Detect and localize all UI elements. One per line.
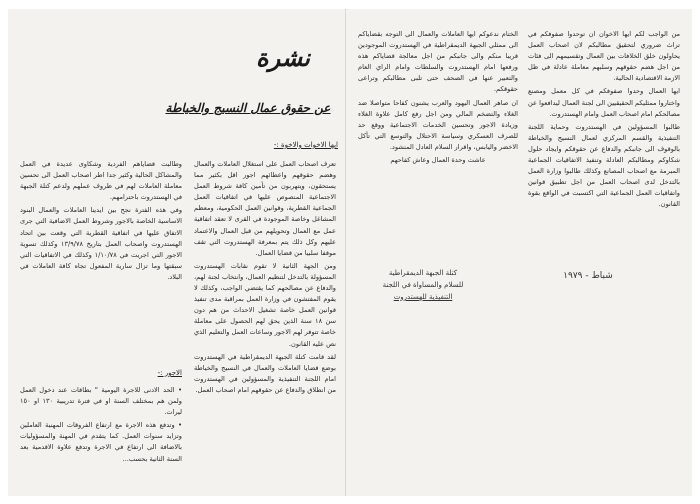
bullet-list bbox=[20, 385, 182, 489]
slogan: عاشت وحدة العمال وعاش كفاحهم bbox=[390, 156, 486, 165]
signature-line: للسلام والمساواة في اللجنة bbox=[382, 281, 464, 289]
paragraph: طالبوا المسؤولين في الهستدروت وحماية اللجنة التنفيذية والقسم المركزي لعمال النسيج والخياطة بالوقوف الى جانبكم والدفاع عن حقوقكم وايجاد حلول شكاوكم ومطالبكم العادلة وتنفيذ الاتفاقيات الجماعية المبرمة مع اصحاب المصانع وكذلك طالبوا وزارة العمل بالتدخل لدى اصحاب العمل من اجل تطبيق قوانين واتفاقيات العمل الجماعية التي اكتسبت في الواقع بقوة القانون. bbox=[528, 122, 680, 209]
leaflet-sheet bbox=[8, 9, 692, 496]
leaflet-title: نشرة bbox=[256, 43, 310, 72]
column-far-right bbox=[528, 29, 680, 269]
paragraph: الختام ندعوكم ايها العاملات والعمال الى التوجه بقضاياكم الى ممثلي الجبهة الديمقراطية في الهستدروت الموجودين قريبا منكم والى جانبكم من اجل معالجة قضاياكم هذه ورفعها امام الهستدروت والسلطات وامام الراي العام والتعبير عنها في الصحف حتى تلبى مطالبكم وتراعى حقوقكم. bbox=[358, 30, 518, 94]
section-heading: ايها الاخوات والاخوة :- bbox=[273, 141, 338, 149]
paragraph: ومن الجهة الثانية لا تقوم نقابات الهستدروت المسؤولة بالتدخل لتنظيم العمال، وانتخاب لجنة لهم، والدفاع عن مصالحهم كما يقتضي الواجب، وكذلك لا يقوم المفتشون في وزارة العمل بمراقبة مدى تنفيذ قوانين العمل خاصة تشغيل الاحداث من هم دون سن ١٨ سنة الذين يحق لهم الحصول على معاملة خاصة تتوفر لهم الاجور وساعات العمل والتعليم الذي نص عليه القانون. bbox=[194, 261, 336, 348]
paragraph: لقد قامت كتلة الجبهة الديمقراطية في الهستدروت بوضع قضايا العاملات والعمال في النسيج والخياطة امام اللجنة التنفيذية والمسؤولين في الهستدروت من انطلاق والدفاع عن حقوقهم امام اصحاب العمل. bbox=[194, 352, 336, 394]
column-center-right bbox=[358, 29, 518, 249]
leaflet-subtitle: عن حقوق عمال النسيج والخياطة bbox=[165, 101, 331, 115]
paragraph: من الواجب لكم ايها الاخوان ان توحدوا صفوفكم في تراث ضروري لتحقيق مطالبكم لان اصحاب العمل يحاولون خلق الخلافات بين العمال وتقسيمهم الى فئات من اجل هضم حقوقهم وسلبهم معاملة عادلة في ظل الازمة الاقتصادية الحالية. bbox=[528, 30, 680, 83]
bullet-item: • الحد الادنى للاجرة اليومية " بطاقات عند دخول العمل ولمن هم بمختلف السنة او في فترة تدريبية ١٣٠ او ١٥٠ ليرات. bbox=[20, 386, 182, 417]
paragraph: تعرف اصحاب العمل على استغلال العاملات والعمال وهضم حقوقهم واعطائهم اجور اقل بكثير مما يستحقون، ويتهربون من تأمين كافة شروط العمل الاجتماعية المنصوص عليها في اتفاقيات العمل الجماعية القطرية، وقوانين العمل الحكومية، ومعظم المشاغل وخاصة الموجودة في القرى لا تعقد اتفاقية عمل مع العمال وتحويلهم من قبل العمال والاعتماد عليهم وكل ذلك يتم بمعرفة الهستدروت التي تقف موقفا سلبيا من قضايا العمال. bbox=[194, 160, 336, 257]
signature-line: التنفيذية للهستدروت bbox=[393, 293, 453, 301]
paragraph: وطالبت قضاياهم الفردية وشكاوى عديدة في العمل والمشاكل الحالية وكثير جدا اطر اصحاب العمل الى تحسين معاملة العاملات لهم في ظروف عملهم ولدعم كتلة الجبهة في الهستدروت باحترامهم. bbox=[20, 160, 182, 202]
column-far-left bbox=[20, 159, 182, 359]
paragraph: ايها العمال وحدوا صفوفكم في كل معمل ومصنع واختاروا ممثليكم الحقيقيين الى لجنة العمال ليدافعوا عن مصالحكم امام اصحاب العمل وامام الهستدروت. bbox=[528, 87, 680, 118]
paragraph: وفي هذه الفترة نجح بين ايدينا العاملات والعمال البنود الاساسية الخاصة بالاجور وشروط العمل الاضافية التي جرى الاتفاق عليها في اتفاقية القطرية التي وقعت بين اتحاد الهستدروت واصحاب العمل بتاريخ ١٣/٩/٧٨ وكذلك تسوية الاجور التي اجريت في ١/١٠/٧٨ وكذلك في الاتفاقيات التي سبقتها وما تزال سارية المفعول تجاه كافة العاملات في البلاد. bbox=[20, 206, 182, 281]
column-center-left bbox=[194, 159, 336, 491]
signature-block bbox=[368, 267, 478, 303]
bullet-text: الحد الادنى للاجرة اليومية " بطاقات عند دخول العمل ولمن هم بمختلف السنة او في فترة تدريبية ١٣٠ او ١٥٠ ليرات. bbox=[20, 386, 182, 417]
date: شباط - ١٩٧٩ bbox=[563, 271, 613, 281]
bullet-item: • وتدفع هذه الاجرة مع ارتفاع الفروقات المهنية العاملين وتزايد سنوات العمل. كما يتقدم في المهنة والمسؤوليات بالاضافة الى ارتفاع في الاجرة وتدفع علاوة الاقدمية بعد السنة الثانية بحسب... bbox=[20, 421, 182, 463]
signature-line: كتلة الجبهة الديمقراطية bbox=[388, 269, 458, 277]
section-heading: الاجور :- bbox=[157, 369, 182, 377]
bullet-text: وتدفع هذه الاجرة مع ارتفاع الفروقات المهنية العاملين وتزايد سنوات العمل. كما يتقدم في المهنة والمسؤوليات بالاضافة الى ارتفاع في الاجرة وتدفع علاوة الاقدمية بعد السنة الثانية بحسب... bbox=[20, 421, 182, 463]
paragraph: ان صاهر العمال اليهود والعرب يشنون كفاحا متواصلا ضد الغلاء والتضخم المالي ومن اجل رفع كامل علاوة الغلاء وزيادة الاجور وتحسين الخدمات الاجتماعية ووقع حد للصرف العسكري وسياسة الاحتلال والتوسع التي تأكل الاخضر واليابس، واقرار السلام العادل المنشود. bbox=[358, 98, 518, 151]
page-fold bbox=[345, 9, 346, 496]
